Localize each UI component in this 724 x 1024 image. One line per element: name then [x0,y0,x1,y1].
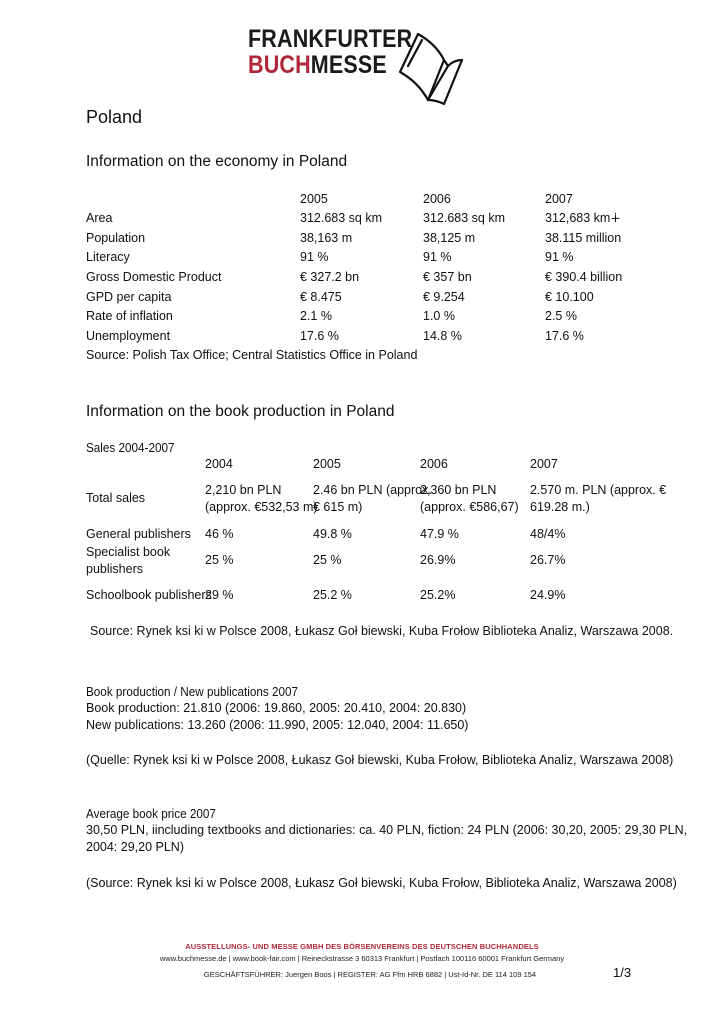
econ-cell: 38,125 m [423,231,476,245]
sales-label-total: Total sales [86,491,146,505]
frankfurter-buchmesse-logo [248,24,464,106]
price-source: (Source: Rynek ksi ki w Polsce 2008, Łukasz Goł biewski, Kuba Frołow, Biblioteka Analiz, Warszawa 2008) [86,876,677,890]
sales-cell: 46 % [205,527,234,541]
price-line1: 30,50 PLN, iincluding textbooks and dictionaries: ca. 40 PLN, fiction: 24 PLN (2006: 30,20, 2005: 29,30 PLN, [86,823,688,837]
econ-year-2005: 2005 [300,192,328,206]
econ-cell: € 390.4 billion [545,270,623,284]
price-heading: Average book price 2007 [86,806,216,821]
sales-heading: Sales 2004-2007 [86,440,175,455]
econ-label-literacy: Literacy [86,250,130,264]
econ-cell: € 9.254 [423,290,465,304]
book-heading: Information on the book production in Poland [86,403,395,420]
sales-cell: 2,360 bn PLN (approx. €586,67) [420,483,519,514]
production-line2: New publications: 13.260 (2006: 11.990, 2005: 12.040, 2004: 11.650) [86,718,469,732]
econ-cell: 91 % [300,250,329,264]
econ-cell: 91 % [423,250,452,264]
page-title: Poland [86,107,143,127]
econ-cell: 17.6 % [545,329,584,343]
econ-cell: 14.8 % [423,329,462,343]
sales-cell: 49.8 % [313,527,352,541]
sales-cell: 25 % [313,553,342,567]
sales-cell: 48/4% [530,527,566,541]
econ-cell: 312.683 sq km [423,211,505,225]
sales-label-general: General publishers [86,527,191,541]
econ-cell: 38,163 m [300,231,353,245]
footer-company: AUSSTELLUNGS- UND MESSE GMBH DES BÖRSENVEREINS DES DEUTSCHEN BUCHHANDELS [185,942,539,951]
logo-text-line1: FRANKFURTER [248,25,413,53]
econ-label-unemployment: Unemployment [86,329,171,343]
econ-cell: € 10.100 [545,290,594,304]
sales-cell: 25.2 % [313,588,352,602]
sales-label-schoolbook: Schoolbook publishers [86,588,212,602]
sales-cell: 47.9 % [420,527,459,541]
econ-label-inflation: Rate of inflation [86,309,173,323]
footer-contact: www.buchmesse.de | www.book-fair.com | Reineckstrasse 3 60313 Frankfurt | Postfach 100116 60001 Frankfurt Germany [159,954,565,963]
economy-heading: Information on the economy in Poland [86,153,348,170]
econ-year-2007: 2007 [545,192,573,206]
econ-label-gdp-per-capita: GPD per capita [86,290,172,304]
econ-cell: 2.1 % [300,309,332,323]
production-line1: Book production: 21.810 (2006: 19.860, 2005: 20.410, 2004: 20.830) [86,701,467,715]
open-book-icon [396,30,464,106]
economy-source: Source: Polish Tax Office; Central Statistics Office in Poland [86,348,418,362]
page-number: 1/3 [613,965,632,980]
logo-text-line2 [248,52,387,78]
footer-register: GESCHÄFTSFÜHRER: Juergen Boos | REGISTER: AG Ffm HRB 6882 | Ust-Id-Nr. DE 114 109 154 [203,970,537,979]
econ-cell: € 357 bn [423,270,472,284]
sales-cell: 25.2% [420,588,456,602]
sales-cell: 2.46 bn PLN (approx. € 615 m) [313,483,432,514]
econ-cell: 312.683 sq km [300,211,382,225]
sales-cell: 2,210 bn PLN (approx. €532,53 m) [205,483,318,514]
sales-cell: 24.9% [530,588,566,602]
econ-cell: € 8.475 [300,290,342,304]
sales-year-2007: 2007 [530,457,558,471]
sales-cell: 26.7% [530,553,566,567]
econ-cell: 91 % [545,250,574,264]
sales-year-2004: 2004 [205,457,233,471]
production-heading: Book production / New publications 2007 [86,684,299,699]
sales-cell: 29 % [205,588,234,602]
sales-year-2006: 2006 [420,457,448,471]
logo-text-buch: BUCH [248,51,311,79]
logo-text-messe: MESSE [310,51,387,79]
econ-cell: 38.115 million [545,231,622,245]
econ-label-population: Population [86,231,146,245]
price-line2: 2004: 29,20 PLN) [86,840,184,854]
sales-year-2005: 2005 [313,457,341,471]
sales-cell: 2.570 m. PLN (approx. € 619.28 m.) [530,483,667,514]
econ-cell: 1.0 % [423,309,455,323]
econ-year-2006: 2006 [423,192,451,206]
sales-cell: 25 % [205,553,234,567]
sales-source: Source: Rynek ksi ki w Polsce 2008, Łukasz Goł biewski, Kuba Frołow Biblioteka Analiz, Warszawa 2008. [90,624,674,638]
econ-label-gdp: Gross Domestic Product [86,270,222,284]
econ-label-area: Area [86,211,113,225]
sales-label-specialist: Specialist book publishers [86,545,171,576]
econ-cell: 2.5 % [545,309,577,323]
production-source: (Quelle: Rynek ksi ki w Polsce 2008, Łukasz Goł biewski, Kuba Frołow, Biblioteka Analiz, Warszawa 2008) [86,753,674,767]
econ-cell: € 327.2 bn [300,270,360,284]
econ-cell: 17.6 % [300,329,339,343]
sales-cell: 26.9% [420,553,456,567]
econ-cell: 312,683 km∔ [545,211,621,225]
